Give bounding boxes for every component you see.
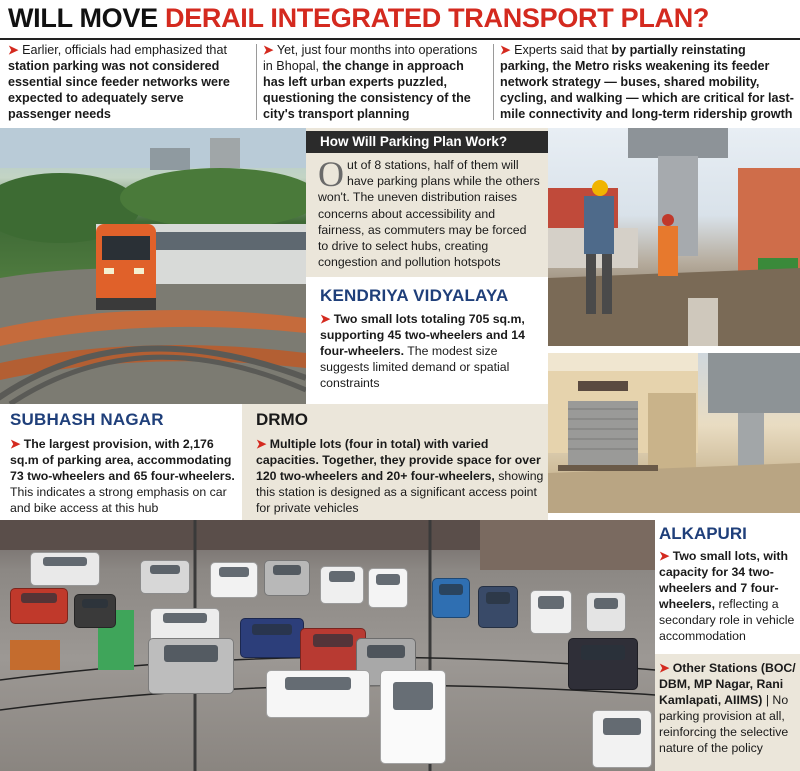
other-rest: | No parking provision at all, reinforcing the selective nature of the policy [659, 693, 789, 755]
worker-illustration [548, 128, 800, 346]
bullet-arrow-icon: ➤ [10, 437, 21, 451]
car [264, 560, 310, 596]
intro-column-1 [8, 42, 250, 122]
drmo-rest: showing this station is designed as a significant access point for private vehicles [256, 469, 544, 515]
station-body-kendriya-vidyalaya [320, 311, 542, 391]
headline-part-1: WILL MOVE [8, 3, 165, 33]
other-bold: Other Stations (BOC/ DBM, MP Nagar, Rani Kamlapati, AIIMS) [659, 661, 796, 707]
intro-2-bold: the change in approach has left urban experts puzzled, questioning the consistency of the city's transport planning [263, 59, 471, 121]
subhash-bold: The largest provision, with 2,176 sq.m of parking area, accommodating 73 two-wheelers and 65 four-wheelers. [10, 437, 235, 483]
how-plan-text: ut of 8 stations, half of them will have parking plans while the others won't. The uneven distribution raises concerns about accessibility and fairness, as commuters may be forced to drive to select hubs, creating congestion and pollution hotspots [318, 158, 540, 270]
parking-lot-photo [0, 520, 655, 771]
car [530, 590, 572, 634]
station-entrance-photo [548, 353, 800, 513]
car [30, 552, 100, 586]
station-title-subhash-nagar: SUBHASH NAGAR [10, 410, 164, 429]
bullet-arrow-icon: ➤ [659, 549, 670, 563]
car [592, 710, 652, 768]
station-body-drmo [256, 436, 544, 516]
bullet-arrow-icon: ➤ [320, 312, 331, 326]
car [368, 568, 408, 608]
how-plan-title: How Will Parking Plan Work? [306, 131, 548, 153]
car [210, 562, 258, 598]
car [432, 578, 470, 618]
headline-rule [0, 38, 800, 40]
bullet-arrow-icon: ➤ [263, 43, 274, 57]
column-divider [493, 44, 494, 120]
station-body-other [659, 660, 797, 756]
car [478, 586, 518, 628]
car [74, 594, 116, 628]
intro-1-lead: Earlier, officials had emphasized that [22, 43, 227, 57]
intro-2-lead: Yet, just four months into operations in Bhopal, [263, 43, 478, 73]
bullet-arrow-icon: ➤ [500, 43, 511, 57]
intro-3-bold: by partially reinstating parking, the Metro risks weakening its feeder network strategy — buses, shared mobility, cycling, and walking — which are critical for last-mile connectivity and long-term ridership growth [500, 43, 794, 121]
car [148, 638, 234, 694]
car [380, 670, 446, 764]
car [10, 588, 68, 624]
car [266, 670, 370, 718]
bullet-arrow-icon: ➤ [659, 661, 670, 675]
car [140, 560, 190, 594]
station-title-alkapuri: ALKAPURI [659, 524, 747, 543]
intro-3-lead: Experts said that [514, 43, 612, 57]
car [568, 638, 638, 690]
metro-train-illustration [0, 128, 306, 404]
station-title-drmo: DRMO [256, 410, 308, 429]
headline [0, 0, 800, 36]
intro-1-bold: station parking was not considered essential since feeder networks were expected to adequately serve passenger needs [8, 59, 230, 121]
bullet-arrow-icon: ➤ [8, 43, 19, 57]
headline-part-2: DERAIL INTEGRATED TRANSPORT PLAN? [165, 3, 710, 33]
bullet-arrow-icon: ➤ [256, 437, 267, 451]
subhash-rest: This indicates a strong emphasis on car and bike access at this hub [10, 485, 227, 515]
kendriya-rest: The modest size suggests limited demand or spatial constraints [320, 344, 510, 390]
intro-column-3 [500, 42, 796, 122]
column-divider [256, 44, 257, 120]
car [240, 618, 304, 658]
drmo-bold: Multiple lots (four in total) with varied capacities. Together, they provide space for over 120 two-wheelers and 20+ four-wheelers, [256, 437, 541, 483]
intro-column-2 [263, 42, 487, 122]
car [320, 566, 364, 604]
how-plan-body [318, 154, 540, 270]
alkapuri-rest: reflecting a secondary role in vehicle accommodation [659, 597, 795, 643]
station-title-kendriya-vidyalaya: KENDRIYA VIDYALAYA [320, 286, 509, 305]
station-body-alkapuri [659, 548, 797, 644]
kendriya-bold: Two small lots totaling 705 sq.m, supporting 45 two-wheelers and 14 four-wheelers. [320, 312, 525, 358]
construction-worker-photo [548, 128, 800, 346]
station-illustration [548, 353, 800, 513]
station-body-subhash-nagar [10, 436, 240, 516]
alkapuri-bold: Two small lots, with capacity for 34 two-wheelers and 7 four-wheelers, [659, 549, 788, 611]
metro-train-photo [0, 128, 306, 404]
drop-cap: O [318, 154, 344, 194]
car [586, 592, 626, 632]
